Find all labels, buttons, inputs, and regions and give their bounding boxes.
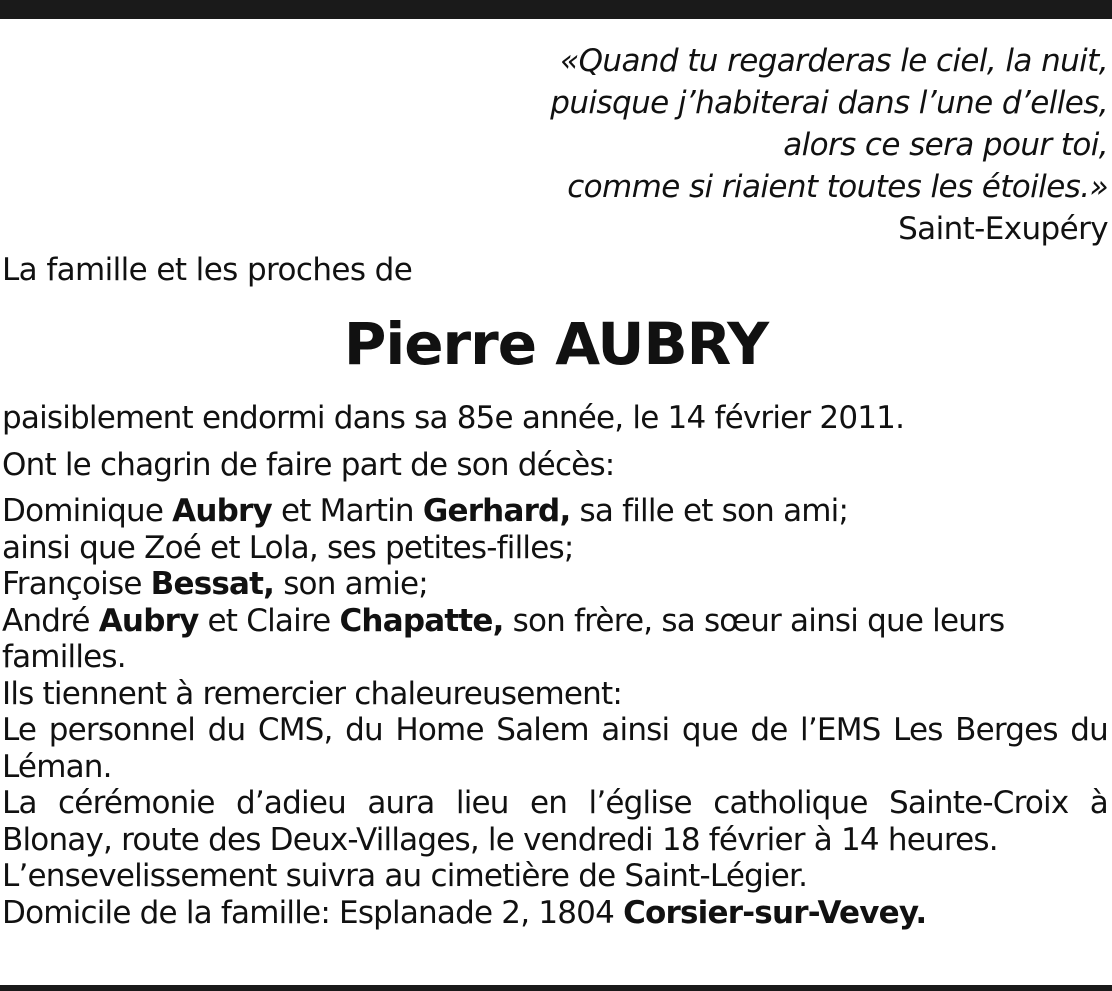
domicile-town: Corsier-sur-Vevey. xyxy=(623,894,927,931)
epigraph-quote xyxy=(408,40,1108,250)
family-line xyxy=(2,566,1108,603)
bottom-rule xyxy=(0,985,1112,991)
last-name: Aubry xyxy=(172,493,272,529)
connector-text: et Claire xyxy=(198,602,340,639)
last-name: Gerhard, xyxy=(422,493,571,529)
notice-body xyxy=(2,400,1108,931)
relation-text: son amie; xyxy=(274,566,428,602)
relation-text: sa fille et son ami; xyxy=(570,493,849,529)
announce-line: Ont le chagrin de faire part de son décès: xyxy=(2,446,615,483)
deceased-name: Pierre AUBRY xyxy=(343,310,769,378)
last-name: Aubry xyxy=(98,602,199,639)
family-line xyxy=(2,603,1108,676)
last-name: Chapatte, xyxy=(339,602,504,639)
domicile-address: Domicile de la famille: Esplanade 2, 1804 xyxy=(2,894,624,931)
first-name: André xyxy=(2,602,99,639)
relation-text: son frère, sa sœur ainsi que leurs familles. xyxy=(2,602,1005,675)
ceremony-text: La cérémonie d’adieu aura lieu en l’église catholique Sainte-Croix à Blonay, route des Deux-Villages, le vendredi 18 février à 14 heures. xyxy=(2,785,1108,858)
intro-text: La famille et les proches de xyxy=(2,252,413,288)
quote-line: puisque j’habiterai dans l’une d’elles, xyxy=(550,85,1108,121)
family-line xyxy=(2,493,1108,530)
domicile-line xyxy=(2,895,1108,932)
quote-line: alors ce sera pour toi, xyxy=(783,127,1108,163)
death-line: paisiblement endormi dans sa 85e année, le 14 février 2011. xyxy=(2,400,905,436)
thanks-text: Le personnel du CMS, du Home Salem ainsi que de l’EMS Les Berges du Léman. xyxy=(2,712,1108,785)
quote-author: Saint-Exupéry xyxy=(898,211,1108,247)
family-line: ainsi que Zoé et Lola, ses petites-filles; xyxy=(2,529,574,566)
quote-line: «Quand tu regarderas le ciel, la nuit, xyxy=(560,43,1108,79)
burial-text: L’ensevelissement suivra au cimetière de Saint-Légier. xyxy=(2,858,808,894)
first-name: Françoise xyxy=(2,566,151,602)
first-name: Dominique xyxy=(2,493,173,529)
top-rule xyxy=(0,0,1112,19)
last-name: Bessat, xyxy=(150,566,275,602)
quote-line: comme si riaient toutes les étoiles.» xyxy=(567,169,1108,205)
connector-text: et Martin xyxy=(271,493,423,529)
thanks-intro: Ils tiennent à remercier chaleureusement: xyxy=(2,675,623,712)
